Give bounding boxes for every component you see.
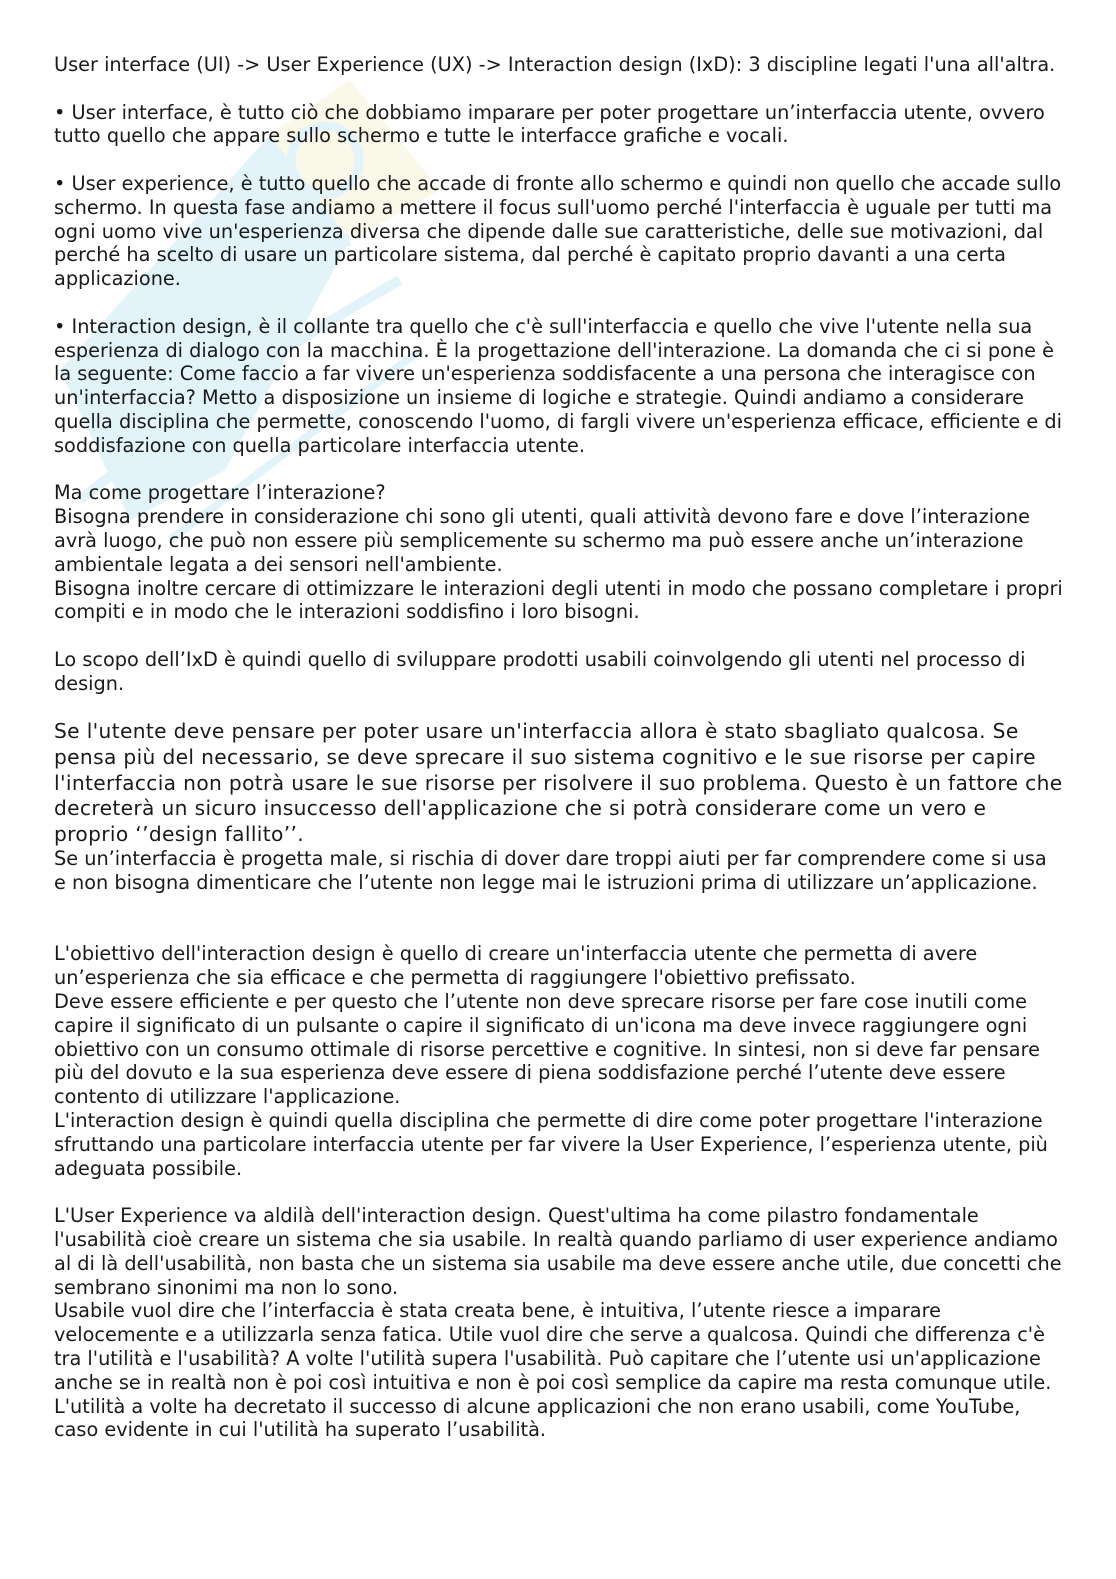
question-heading: Ma come progettare l’interazione? [54,481,386,505]
paragraph-optimize-interactions: Bisogna inoltre cercare di ottimizzare le interazioni degli utenti in modo che possano completare i propri compiti e in modo che le interazioni soddisfino i loro bisogni. [54,576,1063,624]
intro-paragraph: User interface (UI) -> User Experience (UX) -> Interaction design (IxD): 3 discipline legati l'una all'altra. [54,53,1056,76]
spacer [54,624,1064,648]
paragraph-efficiency: Deve essere efficiente e per questo che l’utente non deve sprecare risorse per fare cose inutili come capire il significato di un pulsante o capire il significato di un'icona ma deve invece raggiungere ogni obiettivo con un consumo ottimale di risorse percettive e cognitive. In sintesi, non si deve far pensare più del dovuto e la sua esperienza deve essere di piena soddisfazione perché l’utente deve essere contento di utilizzare l'applicazione. [54,990,1040,1109]
paragraph-design-failure: Se l'utente deve pensare per poter usare un'interfaccia allora è stato sbagliato qualcosa. Se pensa più del necessario, se deve sprecare il suo sistema cognitivo e le sue risorse per capire l'interfaccia non potrà usare le sue risorse per risolvere il suo problema. Questo è un fattore che decreterà un sicuro insuccesso dell'applicazione che si potrà considerare come un vero e proprio ‘’design fallito’’. [54,719,1063,846]
spacer [54,458,1064,482]
paragraph-users-activities: Bisogna prendere in considerazione chi sono gli utenti, quali attività devono fare e dove l’interazione avrà luogo, che può non essere più semplicemente su schermo ma può essere anche un’interazione ambientale legata a dei sensori nell'ambiente. [54,505,1030,576]
paragraph-usable-vs-useful: Usabile vuol dire che l’interfaccia è stata creata bene, è intuitiva, l’utente riesce a imparare velocemente e a utilizzarla senza fatica. Utile vuol dire che serve a qualcosa. Quindi che differenza c'è tra l'utilità e l'usabilità? A volte l'utilità supera l'usabilità. Può capitare che l’utente usi un'applicazione anche se in realtà non è poi così intuitiva e non è poi così semplice da capire ma resta comunque utile. [54,1299,1052,1394]
spacer [54,696,1064,720]
paragraph-interaction-definition: L'interaction design è quindi quella disciplina che permette di dire come poter progettare l'interazione sfruttando una particolare interfaccia utente per far vivere la User Experience, l’esperienza utente, più adeguata possibile. [54,1109,1048,1180]
paragraph-interaction-objective: L'obiettivo dell'interaction design è quello di creare un'interfaccia utente che permetta di avere un’esperienza che sia efficace e che permetta di raggiungere l'obiettivo prefissato. [54,942,978,990]
paragraph-ux-beyond: L'User Experience va aldilà dell'interaction design. Quest'ultima ha come pilastro fondamentale l'usabilità cioè creare un sistema che sia usabile. In realtà quando parliamo di user experience andiamo al di là dell'usabilità, non basta che un sistema sia usabile ma deve essere anche utile, due concetti che sembrano sinonimi ma non lo sono. [54,1204,1062,1299]
bullet-user-experience: • User experience, è tutto quello che accade di fronte allo schermo e quindi non quello che accade sullo schermo. In questa fase andiamo a mettere il focus sull'uomo perché l'interfaccia è uguale per tutti ma ogni uomo vive un'esperienza diversa che dipende dalle sue caratteristiche, delle sue motivazioni, dal perché ha scelto di usare un particolare sistema, dal perché è capitato proprio davanti a una certa applicazione. [54,171,1062,291]
bullet-user-interface: • User interface, è tutto ciò che dobbiamo imparare per poter progettare un’interfaccia utente, ovvero tutto quello che appare sullo schermo e tutte le interfacce grafiche e vocali. [54,100,1045,148]
spacer [54,895,1064,943]
paragraph-youtube-example: L'utilità a volte ha decretato il successo di alcune applicazioni che non erano usabili, come YouTube, caso evidente in cui l'utilità ha superato l’usabilità. [54,1394,1021,1442]
document-body [54,53,1064,1442]
spacer [54,1180,1064,1204]
paragraph-ixd-goal: Lo scopo dell’IxD è quindi quello di sviluppare prodotti usabili coinvolgendo gli utenti nel processo di design. [54,647,1026,695]
bullet-interaction-design: • Interaction design, è il collante tra quello che c'è sull'interfaccia e quello che vive l'utente nella sua esperienza di dialogo con la macchina. È la progettazione dell'interazione. La domanda che ci si pone è la seguente: Come faccio a far vivere un'esperienza soddisfacente a una persona che interagisce con un'interfaccia? Metto a disposizione un insieme di logiche e strategie. Quindi andiamo a considerare quella disciplina che permette, conoscendo l'uomo, di fargli vivere un'esperienza efficace, efficiente e di soddisfazione con quella particolare interfaccia utente. [54,314,1062,457]
spacer [54,77,1064,101]
spacer [54,291,1064,315]
paragraph-bad-interface: Se un’interfaccia è progetta male, si rischia di dover dare troppi aiuti per far comprendere come si usa e non bisogna dimenticare che l’utente non legge mai le istruzioni prima di utilizzare un’applicazione. [54,847,1047,895]
spacer [54,148,1064,172]
